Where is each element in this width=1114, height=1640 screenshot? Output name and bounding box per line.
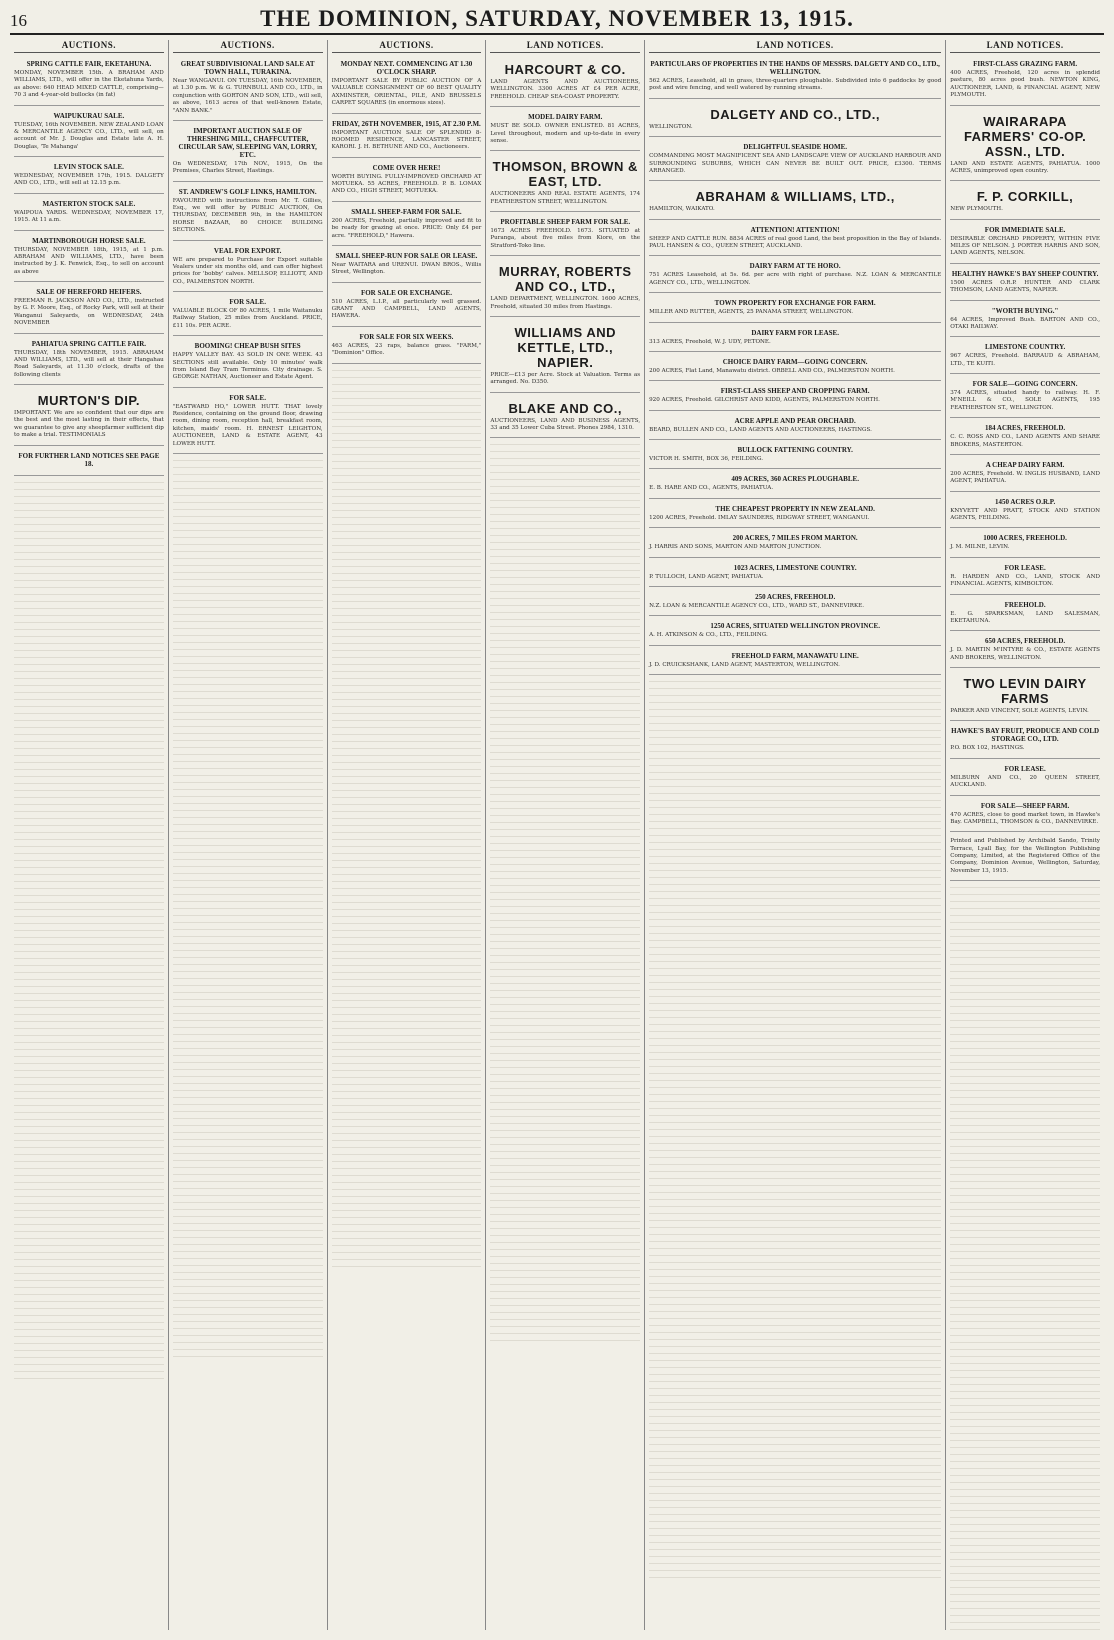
ad-heading: 1450 ACRES O.R.P. [994,497,1056,506]
ad-heading: FOR LEASE. [1004,563,1046,572]
advertisement [649,443,941,469]
ad-body: 313 ACRES, Freehold, W. J. UDY, PETONE. [649,338,771,345]
advertisement [173,244,323,293]
column-4 [485,40,644,1630]
advertisement [649,223,941,257]
ad-heading: GREAT SUBDIVISIONAL LAND SALE AT TOWN HALL, TURAKINA. [180,60,315,76]
ad-body: FREEMAN R. JACKSON AND CO., LTD., instructed by G. F. Moore, Esq., of Rocky Park, will sell at their Wanganui Saleyards, on WEDNESDAY, 24th NOVEMBER [14,298,164,327]
ad-heading: ATTENTION! ATTENTION! [750,225,840,234]
ad-heading: DAIRY FARM AT TE HORO. [749,262,841,271]
ad-heading: SMALL SHEEP-FARM FOR SALE. [351,207,462,216]
advertisement [649,619,941,645]
ad-heading: WAIPUKURAU SALE. [53,111,125,120]
ad-heading: BULLOCK FATTENING COUNTRY. [737,446,853,454]
advertisement [950,724,1100,758]
ad-heading: FIRST-CLASS SHEEP AND CROPPING FARM. [720,387,870,396]
ad-heading: DELIGHTFUL SEASIDE HOME. [743,143,847,152]
ad-body: E. B. HARE AND CO., AGENTS, PAHIATUA. [649,485,774,492]
advertisement [649,561,941,587]
ad-heading: BLAKE AND CO., [508,400,622,416]
newspaper-title: THE DOMINION, SATURDAY, NOVEMBER 13, 1915. [260,6,854,31]
ad-body: TUESDAY, 16th NOVEMBER. NEW ZEALAND LOAN & MERCANTILE AGENCY CO., LTD., will sell, on account of Mr. J. Douglas and Estate late A. H. Douglas, 'Te Mahanga' [14,121,164,150]
ad-body: 374 ACRES, situated handy to railway. H. F. M'NEILL & CO., SOLE AGENTS, 195 FEATHERSTON ST., WELLINGTON. [950,390,1100,411]
ad-body: 200 ACRES, Freehold, partially improved and fit to be ready for grazing at once. PRICE: Only £4 per acre. "FREEHOLD," Hawera. [331,217,482,239]
ad-heading: MARTINBOROUGH HORSE SALE. [32,236,146,245]
column-header: AUCTIONS. [14,40,164,53]
ad-heading: THOMSON, BROWN & EAST, LTD. [492,159,638,190]
ad-body: HAMILTON, WAIKATO. [649,206,715,213]
ad-heading: 409 ACRES, 360 ACRES PLOUGHABLE. [731,475,859,484]
advertisement [649,531,941,557]
ad-body: WEDNESDAY, NOVEMBER 17th, 1915. DALGETY AND CO., LTD., will sell at 12.15 p.m. [14,173,164,187]
ad-heading: SMALL SHEEP-RUN FOR SALE OR LEASE. [335,251,478,260]
advertisement [950,835,1100,881]
ad-body: DESIRABLE ORCHARD PROPERTY, WITHIN FIVE MILES OF NELSON. J. PORTER HARRIS AND SON, LAND AGENTS, NELSON. [950,235,1100,257]
advertisement [173,391,323,454]
advertisement [490,57,640,107]
ad-heading: DALGETY AND CO., LTD., [710,106,880,122]
ad-body: 920 ACRES, Freehold. GILCHRIST AND KIDD, AGENTS, PALMERSTON NORTH. [649,397,880,404]
ad-heading: FOR SALE. [229,393,266,402]
ad-heading: 1000 ACRES, FREEHOLD. [983,534,1067,543]
ad-heading: 650 ACRES, FREEHOLD. [985,637,1066,646]
advertisement [649,502,941,528]
fine-print [173,457,323,1357]
column-header: AUCTIONS. [332,40,482,53]
ad-body: 510 ACRES, L.I.P., all particularly well grassed. GRANT AND CAMPBELL, LAND AGENTS, HAWERA. [331,298,482,320]
ad-body: R. HARDEN AND CO., LAND, STOCK AND FINANCIAL AGENTS, KIMBOLTON. [950,573,1100,588]
advertisement [649,590,941,616]
masthead-rule [10,33,1104,35]
ad-body: WELLINGTON. [649,123,693,130]
advertisement [14,234,164,283]
advertisement [14,449,164,476]
column-header: LAND NOTICES. [649,40,941,53]
ad-body: AUCTIONEERS, LAND AND BUSINESS AGENTS, 33 and 35 Lower Cuba Street. Phones 2984, 1310. [490,417,641,431]
ad-body: 967 ACRES, Freehold. BARRAUD & ABRAHAM, LTD., TE KUITI. [950,353,1100,367]
advertisement [950,531,1100,557]
advertisement [14,109,164,158]
advertisement [332,249,482,283]
advertisement [950,267,1100,301]
advertisement [332,161,482,202]
fine-print [332,367,482,1267]
ad-heading: BOOMING! CHEAP BUSH SITES [194,342,301,351]
ad-heading: PROFITABLE SHEEP FARM FOR SALE. [500,218,631,226]
advertisement [950,634,1100,668]
column-1 [10,40,168,1630]
advertisement [14,160,164,194]
ad-body: J. M. MILNE, LEVIN. [950,544,1010,551]
ad-body: N.Z. LOAN & MERCANTILE AGENCY CO., LTD., WARD ST., DANNEVIRKE. [649,602,864,609]
ad-heading: HEALTHY HAWKE'S BAY SHEEP COUNTRY. [951,269,1099,278]
ad-body: IMPORTANT. We are so confident that our dips are the best and the most lasting in their effects, that we guarantee to give any sheepfarmer sufficient dip to make a trial. TESTIMONIALS [14,410,164,439]
ad-heading: ABRAHAM & WILLIAMS, LTD., [695,189,895,205]
column-header: LAND NOTICES. [950,40,1100,53]
advertisement [649,414,941,440]
ad-heading: FOR LEASE. [1004,764,1046,773]
ad-heading: 200 ACRES, 7 MILES FROM MARTON. [732,534,858,543]
ad-body: VICTOR H. SMITH, BOX 36, FEILDING. [649,456,763,462]
advertisement [950,340,1100,374]
ad-body: WORTH BUYING. FULLY-IMPROVED ORCHARD AT MOTUEKA. 55 ACRES, FREEHOLD. P. B. LOMAX AND CO., HIGH STREET, MOTUEKA. [331,173,482,195]
ad-heading: MURRAY, ROBERTS AND CO., LTD., [498,264,632,295]
ad-body: Near WANGANUI. ON TUESDAY, 16th NOVEMBER, at 1.30 p.m. W. & G. TURNBULL AND CO., LTD., in conjunction with GORTON AND SON, LTD., will sell, as above, 1613 acres of that well-known Estate, "ANN BANK." [172,78,323,114]
advertisement [950,57,1100,106]
ad-body: 1200 ACRES, Freehold. IMLAY SAUNDERS, RIDGWAY STREET, WANGANUI. [649,514,870,521]
ad-heading: MASTERTON STOCK SALE. [42,199,136,208]
advertisement [950,495,1100,529]
column-6 [945,40,1104,1630]
ad-heading: FOR IMMEDIATE SALE. [984,225,1066,234]
advertisement [490,259,640,317]
ad-body: A. H. ATKINSON & CO., LTD., FEILDING. [649,632,768,639]
advertisement [950,598,1100,632]
advertisement [649,140,941,181]
ad-heading: ACRE APPLE AND PEAR ORCHARD. [734,416,856,425]
advertisement [14,388,164,446]
ad-heading: MODEL DAIRY FARM. [528,113,603,122]
ad-body: IMPORTANT AUCTION SALE OF SPLENDID 8-ROOMED RESIDENCE, LANCASTER STREET, KARORI. J. H. BETHUNE AND CO., Auctioneers. [331,129,482,151]
masthead [10,6,1104,32]
fine-print [14,479,164,1379]
ad-body: E. G. SPARKSMAN, LAND SALESMAN, EKETAHUNA. [950,610,1100,624]
ad-heading: HAWKE'S BAY FRUIT, PRODUCE AND COLD STORAGE CO., LTD. [951,727,1100,744]
ad-body: 1673 ACRES FREEHOLD. 1673. SITUATED at Puranga, about five miles from Kiore, on the Stratford-Toko line. [490,228,641,249]
ad-heading: THE CHEAPEST PROPERTY IN NEW ZEALAND. [715,504,875,513]
advertisement [950,109,1100,182]
ad-body: On WEDNESDAY, 17th NOV., 1915, On the Premises, Charles Street, Hastings. [172,160,323,175]
advertisement [950,762,1100,796]
ad-heading: TWO LEVIN DAIRY FARMS [963,676,1087,706]
ad-body: P. TULLOCH, LAND AGENT, PAHIATUA. [649,573,764,580]
ad-heading: A CHEAP DAIRY FARM. [985,460,1065,469]
advertisement [332,286,482,327]
ad-heading: FREEHOLD. [1004,600,1046,609]
ad-heading: MURTON'S DIP. [37,393,141,408]
ad-body: 751 ACRES Leasehold, at 5s. 6d. per acre with right of purchase. N.Z. LOAN & MERCANTILE AGENCY CO., LTD., WELLINGTON. [649,272,942,286]
advertisement [173,295,323,336]
ad-body: LAND AGENTS AND AUCTIONEERS, WELLINGTON. 3300 ACRES AT £4 PER ACRE, FREEHOLD. CHEAP SEA-COAST PROPERTY. [490,79,641,100]
ad-heading: 1023 ACRES, LIMESTONE COUNTRY. [733,563,857,572]
ad-body: AUCTIONEERS AND REAL ESTATE AGENTS, 174 FEATHERSTON STREET, WELLINGTON. [490,191,641,205]
ad-heading: IMPORTANT AUCTION SALE OF THRESHING MILL, CHAFFCUTTER, CIRCULAR SAW, SLEEPING VAN, LORRY, ETC. [178,126,317,159]
ad-heading: WILLIAMS AND KETTLE, LTD., NAPIER. [514,324,617,370]
ad-body: IMPORTANT SALE BY PUBLIC AUCTION OF A VALUABLE CONSIGNMENT OF 60 BEST QUALITY AXMINSTER, ORIENTAL, PILE, AND BRUSSELS CARPET SQUARES (in enormous sizes). [331,78,482,107]
column-5 [644,40,945,1630]
ad-heading: DAIRY FARM FOR LEASE. [751,328,839,337]
ad-body: THURSDAY, 18th NOVEMBER, 1915. ABRAHAM AND WILLIAMS, LTD., will sell at their Hangahau Road Saleyards, at 11.30 o'clock, drafts of the following clients [14,349,164,378]
ad-heading: FREEHOLD FARM, MANAWATU LINE. [731,651,859,660]
advertisement [649,184,941,219]
ad-body: WE are prepared to Purchase for Export suitable Vealers under six months old, and can offer highest prices for 'bobby' calves. MELLSOP, ELLIOTT, AND CO., PALMERSTON NORTH. [172,256,323,285]
ad-body: Printed and Published by Archibald Sando, Trinity Terrace, Lyall Bay, for the Wellington Publishing Company, Limited, at the Registered Office of the Company, Dominion Avenue, Wellington, Saturday, November 13, 1915. [950,838,1100,874]
ad-heading: FIRST-CLASS GRAZING FARM. [973,60,1078,68]
ad-heading: "WORTH BUYING." [991,306,1059,315]
ad-heading: FOR SALE OR EXCHANGE. [360,288,452,297]
ad-body: WAIPOUA YARDS. WEDNESDAY, NOVEMBER 17, 1915. At 11 a.m. [14,209,164,224]
ad-body: 64 ACRES, Improved Bush. BARTON AND CO., OTAKI RAILWAY. [950,316,1100,330]
advertisement [490,154,640,212]
ad-body: PRICE—£13 per Acre. Stock at Valuation. Terms as arranged. No. D350. [490,371,641,386]
advertisement [649,326,941,352]
ad-body: 463 ACRES, 23 raps, balance grass. "FARM," "Dominion" Office. [331,342,482,357]
advertisement [950,799,1100,833]
advertisement [649,57,941,99]
ad-heading: HARCOURT & CO. [504,62,626,77]
ad-body: 200 ACRES, Freehold. W. INGLIS HUSBAND, LAND AGENT, PAHIATUA. [950,470,1100,485]
ad-heading: FOR SALE—SHEEP FARM. [980,801,1070,810]
ad-body: J. D. CRUICKSHANK, LAND AGENT, MASTERTON, WELLINGTON. [649,661,840,668]
ad-body: PARKER AND VINCENT, SOLE AGENTS, LEVIN. [950,708,1089,714]
ad-body: MILLER AND RUTTER, AGENTS, 25 PANAMA STREET, WELLINGTON. [649,309,854,316]
ad-body: 562 ACRES, Leasehold, all in grass, three-quarters ploughable. Subdivided into 6 paddocks by good post and wire fencing, and well watered by running streams. [649,78,942,92]
advertisement [14,57,164,106]
ad-heading: F. P. CORKILL, [976,189,1074,205]
advertisement [649,384,941,410]
advertisement [332,330,482,364]
advertisement [649,102,941,137]
advertisement [950,304,1100,338]
ad-body: 1500 ACRES O.R.P. HUNTER AND CLARK THOMSON, LAND AGENTS, NAPIER. [950,279,1100,294]
ad-heading: PAHIATUA SPRING CATTLE FAIR. [31,339,146,348]
ad-body: P.O. BOX 102, HASTINGS. [950,745,1025,752]
ad-body: COMMANDING MOST MAGNIFICENT SEA AND LANDSCAPE VIEW OF AUCKLAND HARBOUR AND SURROUNDING SUBURBS, WHICH CAN NEVER BE BUILT OUT. PRICE, £3300. TERMS ARRANGED. [649,153,942,174]
ad-heading: 250 ACRES, FREEHOLD. [755,592,836,601]
ad-heading: LIMESTONE COUNTRY. [984,343,1066,352]
advertisement [14,285,164,334]
ad-body: J. HARRIS AND SONS, MARTON AND MARTON JUNCTION. [649,544,822,551]
advertisement [14,197,164,231]
ad-body: Near WAITARA and URENUI. DWAN BROS., Willis Street, Wellington. [331,261,482,276]
ad-heading: FOR FURTHER LAND NOTICES SEE PAGE 18. [18,451,160,468]
advertisement [490,320,640,393]
advertisement [490,396,640,439]
ad-body: J. D. MARTIN M'INTYRE & CO., ESTATE AGENTS AND BROKERS, WELLINGTON. [950,647,1100,661]
ad-heading: LEVIN STOCK SALE. [53,163,124,171]
ad-body: 400 ACRES, Freehold, 120 acres in splendid pasture, 80 acres good bush. NEWTON KING, AUCTIONEER, LAND, & FINANCIAL AGENT, NEW PLYMOUTH. [950,70,1100,99]
ad-body: LAND DEPARTMENT, WELLINGTON. 1600 ACRES, Freehold, situated 30 miles from Hastings. [490,296,641,310]
advertisement [490,110,640,151]
advertisement [950,671,1100,721]
advertisement [950,377,1100,418]
fine-print [649,678,941,1578]
ad-heading: 1250 ACRES, SITUATED WELLINGTON PROVINCE. [710,622,880,631]
ad-body: 470 ACRES, close to good market town, in Hawke's Bay. CAMPBELL, THOMSON & CO., DANNEVIRKE. [950,811,1100,825]
advertisement [332,117,482,158]
ad-body: MONDAY, NOVEMBER 15th. A BRAHAM AND WILLIAMS, LTD., will offer in the Eketahuna Yards, as above: 640 HEAD MIXED CATTLE, comprising— 70 3 and 4-year-old bullocks (in fat) [14,70,164,99]
page-number: 16 [10,11,27,30]
ad-body: KNYVETT AND PRATT, STOCK AND STATION AGENTS, FEILDING. [950,507,1100,521]
advertisement [950,421,1100,455]
ad-heading: FOR SALE FOR SIX WEEKS. [359,332,454,341]
ad-heading: COME OVER HERE! [372,163,441,172]
advertisement [332,57,482,114]
advertisement [950,561,1100,595]
ad-body: C. C. ROSS AND CO., LAND AGENTS AND SHARE BROKERS, MASTERTON. [950,434,1100,448]
ad-body: MILBURN AND CO., 20 QUEEN STREET, AUCKLAND. [950,774,1100,789]
ad-body: NEW PLYMOUTH. [950,206,1003,213]
advertisement [950,223,1100,264]
ad-heading: MONDAY NEXT. COMMENCING AT 1.30 O'CLOCK SHARP. [340,60,473,76]
advertisement [14,337,164,386]
advertisement [950,458,1100,492]
column-header: AUCTIONS. [173,40,323,53]
advertisement [173,124,323,182]
advertisement [649,296,941,322]
fine-print [950,884,1100,1630]
ad-heading: ST. ANDREW'S GOLF LINKS, HAMILTON. [178,187,317,196]
ad-body: VALUABLE BLOCK OF 80 ACRES, 1 mile Waitanuku Railway Station, 25 miles from Auckland. PRICE, £11 10s. PER ACRE. [172,308,323,329]
ad-body: SHEEP AND CATTLE RUN. 8834 ACRES of real good Land, the best proposition in the Bay of Islands. PAUL HANSEN & CO., QUEEN STREET, AUCKLAND. [649,235,942,249]
ad-heading: TOWN PROPERTY FOR EXCHANGE FOR FARM. [714,299,876,308]
ad-heading: CHOICE DAIRY FARM—GOING CONCERN. [722,357,868,366]
ad-body: BEARD, BULLEN AND CO., LAND AGENTS AND AUCTIONEERS, HASTINGS. [649,426,872,433]
ad-body: MUST BE SOLD. OWNER ENLISTED. 81 ACRES, Level throughout, modern and up-to-date in every sense. [490,123,641,144]
column-header: LAND NOTICES. [490,40,640,53]
ad-body: FAVOURED with instructions from Mr. T. Gillies, Esq., we will offer by PUBLIC AUCTION, On THURSDAY, DECEMBER 9th, in the HAMILTON HORSE BAZAAR, 80 CHOICE BUILDING SECTIONS. [172,197,323,234]
ad-heading: SALE OF HEREFORD HEIFERS. [36,288,142,296]
advertisement [649,355,941,381]
ad-body: THURSDAY, NOVEMBER 18th, 1915, at 1 p.m. ABRAHAM AND WILLIAMS, LTD., have been instructed by J. K. Fenwick, Esq., to sell on account as above [14,246,164,275]
ad-heading: WAIRARAPA FARMERS' CO-OP. ASSN., LTD. [963,113,1087,159]
ad-body: HAPPY VALLEY BAY. 43 SOLD IN ONE WEEK. 43 SECTIONS still available. Only 10 minutes' walk from Island Bay Tram Terminus. City drainage. S. GEORGE NATHAN, Auctioneer and Estate Agent. [172,352,323,381]
ad-heading: FRIDAY, 26TH NOVEMBER, 1915, AT 2.30 P.M. [332,119,481,128]
advertisement [173,57,323,121]
advertisement [950,184,1100,219]
advertisement [649,259,941,293]
ad-heading: SPRING CATTLE FAIR, EKETAHUNA. [26,60,152,68]
ad-body: "EASTWARD HO," LOWER HUTT. THAT lovely Residence, containing on the ground floor, drawing room, dining room, reception hall, breakfast room, kitchen, maids' room. H. ERNEST LEIGHTON, AUCTIONEER, LAND & ESTATE AGENT, 43 LOWER HUTT. [172,403,323,447]
advertisement [173,185,323,241]
ad-heading: FOR SALE—GOING CONCERN. [972,380,1078,388]
ad-body: 200 ACRES, Flat Land, Manawatu district. ORBELL AND CO., PALMERSTON NORTH. [649,367,895,374]
ad-heading: PARTICULARS OF PROPERTIES IN THE HANDS OF MESSRS. DALGETY AND CO., LTD., WELLINGTON. [650,60,940,76]
advertisement [173,339,323,388]
ad-heading: VEAL FOR EXPORT. [213,246,282,255]
advertisement [332,205,482,246]
page-columns [10,40,1104,1630]
advertisement [649,472,941,498]
column-3 [327,40,486,1630]
ad-heading: FOR SALE. [229,298,266,306]
advertisement [490,215,640,256]
column-2 [168,40,327,1630]
ad-heading: 184 ACRES, FREEHOLD. [985,424,1066,433]
fine-print [490,441,640,1341]
ad-body: LAND AND ESTATE AGENTS, PAHIATUA. 1000 ACRES, unimproved open country. [950,160,1100,174]
advertisement [649,649,941,675]
